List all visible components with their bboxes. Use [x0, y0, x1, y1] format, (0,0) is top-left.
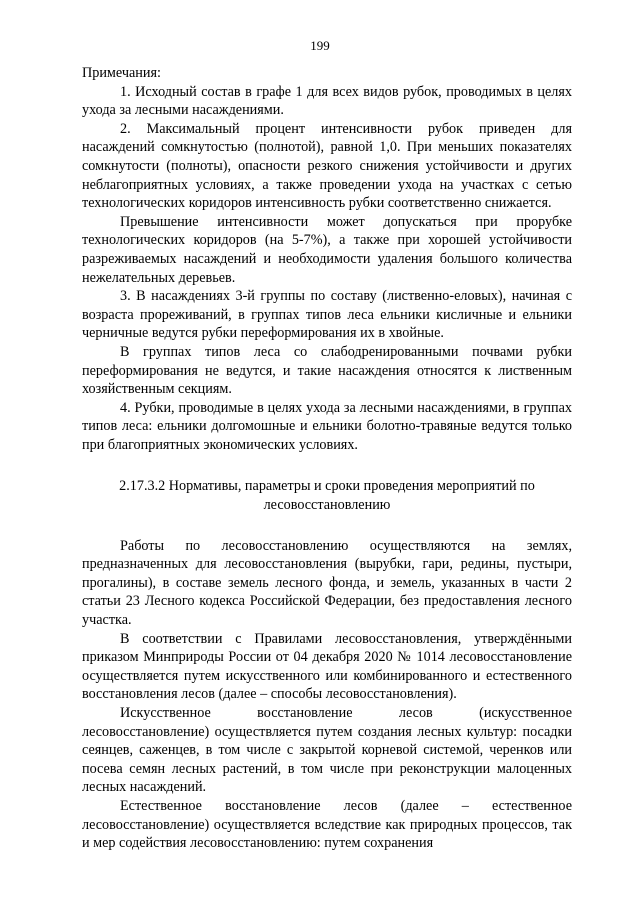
section-heading-line-2: лесовосстановлению — [263, 497, 391, 514]
section-paragraph-3: Искусственное восстановление лесов (искусственное лесовосстановление) осуществляется путем создания лесных культур: посадки сеянцев, саженцев, в том числе с закрытой корневой системой, черенков или посева семян лесных растений, в том числе при реконструкции малоценных лесных насаждений. — [82, 705, 572, 796]
note-paragraph-4: 4. Рубки, проводимые в целях ухода за лесными насаждениями, в группах типов леса: ельники долгомошные и ельники болотно-травяные ведутся только при благоприятных экономических условиях. — [82, 399, 572, 453]
section-heading-line-1: 2.17.3.2 Нормативы, параметры и сроки проведения мероприятий по — [119, 478, 535, 495]
note-paragraph-3-continued: В группах типов леса со слабодренированными почвами рубки переформирования не ведутся, и такие насаждения относятся к лиственным хозяйственным секциям. — [82, 343, 572, 398]
section-heading — [82, 477, 572, 514]
section-paragraph-2: В соответствии с Правилами лесовосстановления, утверждёнными приказом Минприроды России от 04 декабря 2020 № 1014 лесовосстановление осуществляется путем искусственного или комбинированного и естественного восстановления лесов (далее – способы лесовосстановления). — [82, 630, 572, 703]
note-paragraph-2: 2. Максимальный процент интенсивности рубок приведен для насаждений сомкнутостью (полнотой), равной 1,0. При меньших показателях сомкнутости (полноты), опасности резкого снижения устойчивости и других неблагоприятных условиях, а также проведении ухода на участках с сетью технологических коридоров интенсивность рубки соответственно снижается. — [82, 120, 572, 212]
note-paragraph-1: 1. Исходный состав в графе 1 для всех видов рубок, проводимых в целях ухода за лесными насаждениями. — [82, 83, 572, 119]
note-paragraph-3: 3. В насаждениях 3-й группы по составу (лиственно-еловых), начиная с возраста прореживаний, в группах типов леса ельники кисличные и ельники черничные ведутся рубки переформирования их в хвойные. — [82, 288, 572, 342]
section-paragraph-4: Естественное восстановление лесов (далее – естественное лесовосстановление) осуществляется вследствие как природных процессов, так и мер содействия лесовосстановлению: путем сохранения — [82, 797, 572, 852]
note-paragraph-2-continued: Превышение интенсивности может допускаться при прорубке технологических коридоров (на 5-7%), а также при хорошей устойчивости разреживаемых насаждений и необходимости удаления большого количества нежелательных деревьев. — [82, 213, 572, 286]
document-body — [82, 64, 572, 853]
notes-title: Примечания: — [82, 65, 161, 81]
section-paragraph-1: Работы по лесовосстановлению осуществляются на землях, предназначенных для лесовосстановления (вырубки, гари, редины, пустыри, прогалины), в составе земель лесного фонда, и земель, указанных в части 2 статьи 23 Лесного кодекса Российской Федерации, без предоставления лесного участка. — [82, 537, 572, 629]
page-number: 199 — [310, 38, 330, 53]
